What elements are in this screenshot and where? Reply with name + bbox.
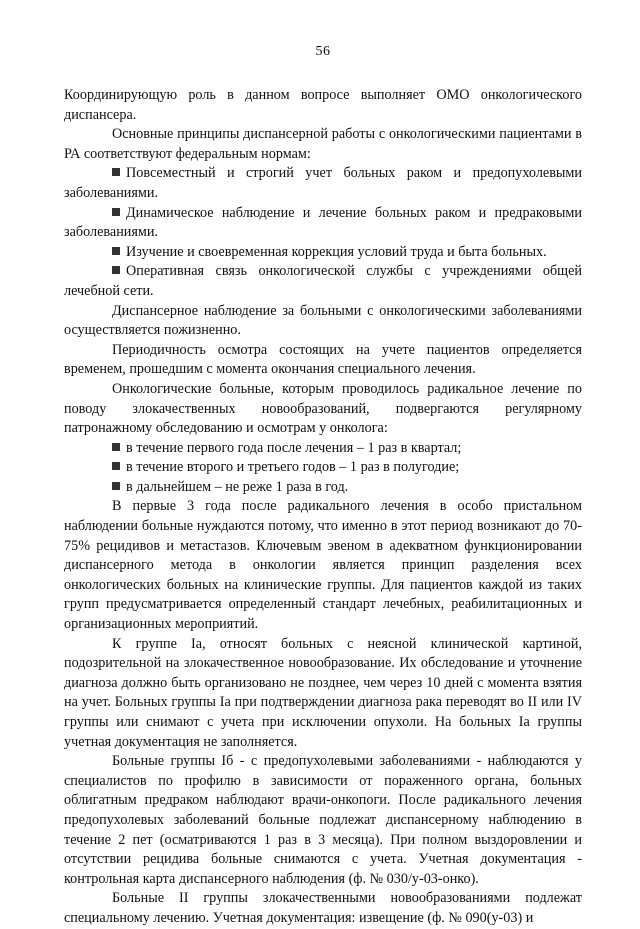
bullet-item <box>64 243 582 263</box>
paragraph <box>64 86 582 125</box>
paragraph-text: Оперативная связь онкологической службы с учреждениями общей лечебной сети. <box>64 263 582 299</box>
bullet-item <box>64 458 582 478</box>
paragraph-text: В первые 3 года после радикального лечения в особо пристальном наблюдении больные нуждаются потому, что именно в этот период возникают до 70-75% рецидивов и метастазов. Ключевым эвеном в адекватном функционировании диспансерного метода в онкологии является принцип разделения всех онкологических больных на клинические группы. Для пациентов каждой из таких групп предусматривается определенный стандарт лечебных, реабилитационных и организационных мероприятий. <box>64 498 582 633</box>
bullet-item <box>64 262 582 301</box>
paragraph-text: Основные принципы диспансерной работы с онкологическими пациентами в РА соответствуют федеральным нормам: <box>64 126 582 162</box>
square-bullet-icon <box>112 462 120 470</box>
paragraph-text: Координирующую роль в данном вопросе выполняет ОМО онкологического диспансера. <box>64 87 582 123</box>
square-bullet-icon <box>112 443 120 451</box>
paragraph-text: в течение второго и третьего годов – 1 раз в полугодие; <box>126 459 460 476</box>
paragraph-text: Больные II группы злокачественными новообразованиями подлежат специальному лечению. Учетная документация: извещение (ф. № 090(у-03) и <box>64 890 582 926</box>
paragraph <box>64 635 582 753</box>
paragraph-text: Диспансерное наблюдение за больными с онкологическими заболеваниями осуществляется пожизненно. <box>64 302 582 339</box>
bullet-item <box>64 204 582 243</box>
paragraph-text: в дальнейшем – не реже 1 раза в год. <box>126 478 349 495</box>
paragraph <box>64 752 582 889</box>
bullet-item <box>64 164 582 203</box>
document-page <box>64 44 582 929</box>
paragraph <box>64 341 582 380</box>
bullet-item <box>64 478 582 498</box>
paragraph-text: Динамическое наблюдение и лечение больных раком и предраковыми заболеваниями. <box>64 204 582 241</box>
page-number: 56 <box>315 44 331 59</box>
paragraph <box>64 125 582 164</box>
paragraph-text: Повсеместный и строгий учет больных раком и предопухолевыми заболеваниями. <box>64 165 582 201</box>
paragraph-text: Больные группы Iб - с предопухолевыми заболеваниями - наблюдаются у специалистов по профилю в зависимости от пораженного органа, больных облигатным предраком наблюдают врачи-онкопоги. После радикального лечения предопухолевых заболеваний больные подлежат диспансерному наблюдению в течение 2 пет (осматриваются 1 раз в 3 месяца). При полном выздоровлении и отсутствии рецидива больные снимаются с учета. Учетная документация - контрольная карта диспансерного наблюдения (ф. № 030/у-03-онко). <box>64 753 582 887</box>
bullet-item <box>64 439 582 459</box>
paragraph-text: Онкологические больные, которым проводилось радикальное лечение по поводу злокачественных новообразований, подвергаются регулярному патронажному обследованию и осмотрам у онколога: <box>64 380 582 437</box>
square-bullet-icon <box>112 482 120 490</box>
square-bullet-icon <box>112 266 120 274</box>
square-bullet-icon <box>112 208 120 216</box>
paragraph-text: Изучение и своевременная коррекция условий труда и быта больных. <box>126 243 547 260</box>
paragraph <box>64 380 582 439</box>
square-bullet-icon <box>112 247 120 255</box>
paragraph <box>64 302 582 341</box>
paragraph <box>64 497 582 634</box>
paragraph-text: Периодичность осмотра состоящих на учете пациентов определяется временем, прошедшим с момента окончания специального лечения. <box>64 341 582 378</box>
paragraph-text: в течение первого года после лечения – 1 раз в квартал; <box>126 439 462 456</box>
paragraph-text: К группе Iа, относят больных с неясной клинической картиной, подозрительной на злокачественное новообразование. Их обследование и уточнение диагноза должно быть организовано не позднее, чем через 10 дней с момента взятия на учет. Больных группы Ia при подтверждении диагноза рака переводят во II или IV группы или снимают с учета при исключении опухоли. На больных Ia группы учетная документация не заполняется. <box>64 635 582 750</box>
square-bullet-icon <box>112 168 120 176</box>
document-body <box>64 86 582 929</box>
paragraph <box>64 889 582 928</box>
